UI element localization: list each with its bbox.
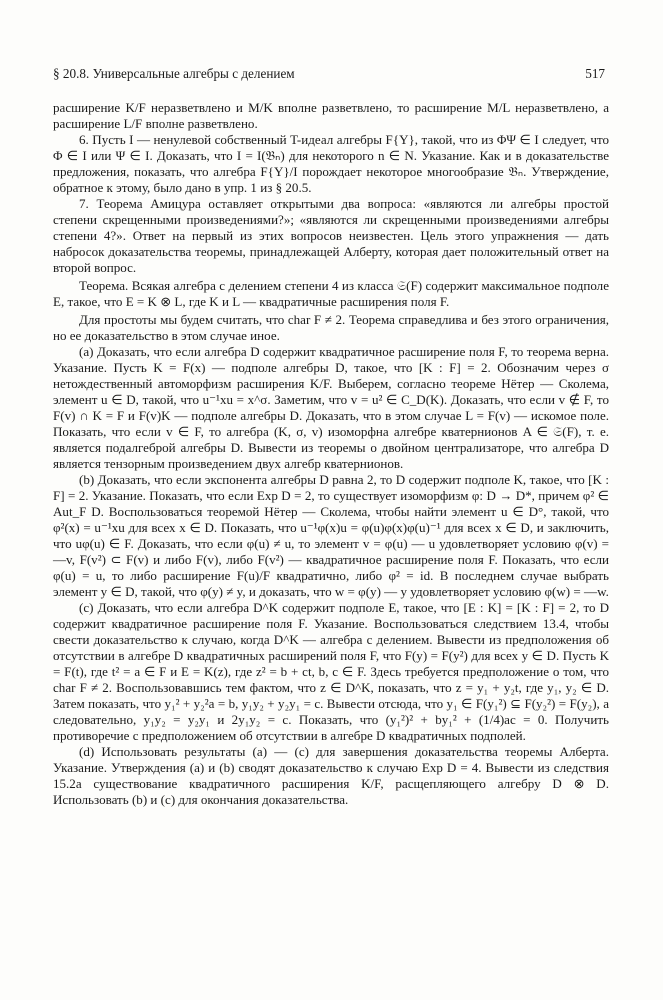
exercise-6: 6. Пусть I — ненулевой собственный T-идеал алгебры F{Y}, такой, что из ΦΨ ∈ I следует, что Φ ∈ I или Ψ ∈ I. Доказать, что I = I(𝔅ₙ) для некоторого n ∈ N. Указание. Как и в доказательстве предложения, показать, что алгебра F{Y}/I порождает некоторое многообразие 𝔅ₙ. Утверждение, обратное к этому, было дано в упр. 1 из § 20.5. bbox=[53, 132, 609, 195]
part-c: (c) Доказать, что если алгебра D^K содержит подполе E, такое, что [E : K] = [K : F] = 2, то D содержит квадратичное расширение поля F. Указание. Воспользоваться следствием 13.4, чтобы свести доказательство к случаю, когда D^K — алгебра с делением. Вывести из предположения об отсутствии в алгебре D квадратичных расширений поля F, что F(y) = F(y²) для всех y ∈ D. Пусть K = F(t), где t² = a ∈ F и E = K(z), где z² = b + ct, b, c ∈ F. Здесь требуется предположение о том, что char F ≠ 2. Воспользовавшись тем фактом, что z ∈ D^K, показать, что z = y₁ + y₂t, где y₁, y₂ ∈ D. Затем показать, что y₁² + y₂²a = b, y₁y₂ + y₂y₁ = c. Вывести отсюда, что y₁ ∈ F(y₁²) ⊆ F(y₂²) = F(y₂), а следовательно, y₁y₂ = y₂y₁ и 2y₁y₂ = c. Показать, что (y₁²)² + by₁² + (1/4)ac = 0. Получить противоречие с предположением об отсутствии в алгебре D квадратичных подполей. bbox=[53, 600, 609, 743]
exercise-7: 7. Теорема Амицура оставляет открытыми два вопроса: «являются ли алгебры простой степени скрещенными произведениями?»; «являются ли скрещенными произведениями алгебры степени 4?». Ответ на первый из этих вопросов неизвестен. Цель этого упражнения — дать набросок доказательства теоремы, принадлежащей Алберту, которая дает положительный ответ на второй вопрос. bbox=[53, 196, 609, 275]
page-number: 517 bbox=[585, 66, 605, 81]
page-body bbox=[53, 100, 609, 808]
simplifying-assumption: Для простоты мы будем считать, что char F ≠ 2. Теорема справедлива и без этого ограничения, но ее доказательство в этом случае иное. bbox=[53, 312, 609, 343]
running-header bbox=[53, 66, 613, 86]
theorem-statement: Теорема. Всякая алгебра с делением степени 4 из класса 𝔖(F) содержит максимальное подполе E, такое, что E = K ⊗ L, где K и L — квадратичные расширения поля F. bbox=[53, 278, 609, 309]
part-b: (b) Доказать, что если экспонента алгебры D равна 2, то D содержит подполе K, такое, что [K : F] = 2. Указание. Показать, что если Exp D = 2, то существует изоморфизм φ: D → D*, причем φ² ∈ Aut_F D. Воспользоваться теоремой Нётер — Сколема, чтобы найти элемент u ∈ D°, такой, что φ²(x) = u⁻¹xu для всех x ∈ D. Показать, что u⁻¹φ(x)u = φ(u)φ(x)φ(u)⁻¹ для всех x ∈ D, и заключить, что uφ(u) ∈ F. Доказать, что если φ(u) ≠ u, то элемент v = φ(u) — u удовлетворяет условию φ(v) = —v, F(v²) ⊂ F(v) и либо F(v), либо F(v²) — квадратичное расширение поля F. Показать, что если φ(u) = u, то либо расширение F(u)/F квадратично, либо φ² = id. В последнем случае выбрать элемент y ∈ D, такой, что φ(y) ≠ y, и доказать, что w = φ(y) — y удовлетворяет условию φ(w) = —w. bbox=[53, 472, 609, 599]
part-d: (d) Использовать результаты (a) — (c) для завершения доказательства теоремы Алберта. Указание. Утверждения (a) и (b) сводят доказательство к случаю Exp D = 4. Вывести из следствия 15.2a существование квадратичного расширения K/F, расщепляющего алгебру D ⊗ D. Использовать (b) и (c) для окончания доказательства. bbox=[53, 744, 609, 807]
section-title: § 20.8. Универсальные алгебры с делением bbox=[53, 66, 295, 81]
part-a: (a) Доказать, что если алгебра D содержит квадратичное расширение поля F, то теорема верна. Указание. Пусть K = F(x) — подполе алгебры D, такое, что [K : F] = 2. Обозначим через σ нетождественный автоморфизм расширения K/F. Выберем, согласно теореме Нётер — Сколема, элемент u ∈ D, такой, что u⁻¹xu = x^σ. Заметим, что v = u² ∈ C_D(K). Доказать, что если v ∉ F, то F(v) ∩ K = F и F(v)K — подполе алгебры D. Доказать, что в этом случае L = F(v) — искомое поле. Показать, что если v ∈ F, то алгебра (K, σ, v) изоморфна алгебре кватернионов A ∈ 𝔖(F), т. е. является подалгеброй алгебры D. Вывести из теоремы о двойном централизаторе, что алгебра D является тензорным произведением двух алгебр кватернионов. bbox=[53, 344, 609, 471]
paragraph-continuation: расширение K/F неразветвлено и M/K вполне разветвлено, то расширение M/L неразветвлено, а расширение L/F вполне разветвлено. bbox=[53, 100, 609, 131]
